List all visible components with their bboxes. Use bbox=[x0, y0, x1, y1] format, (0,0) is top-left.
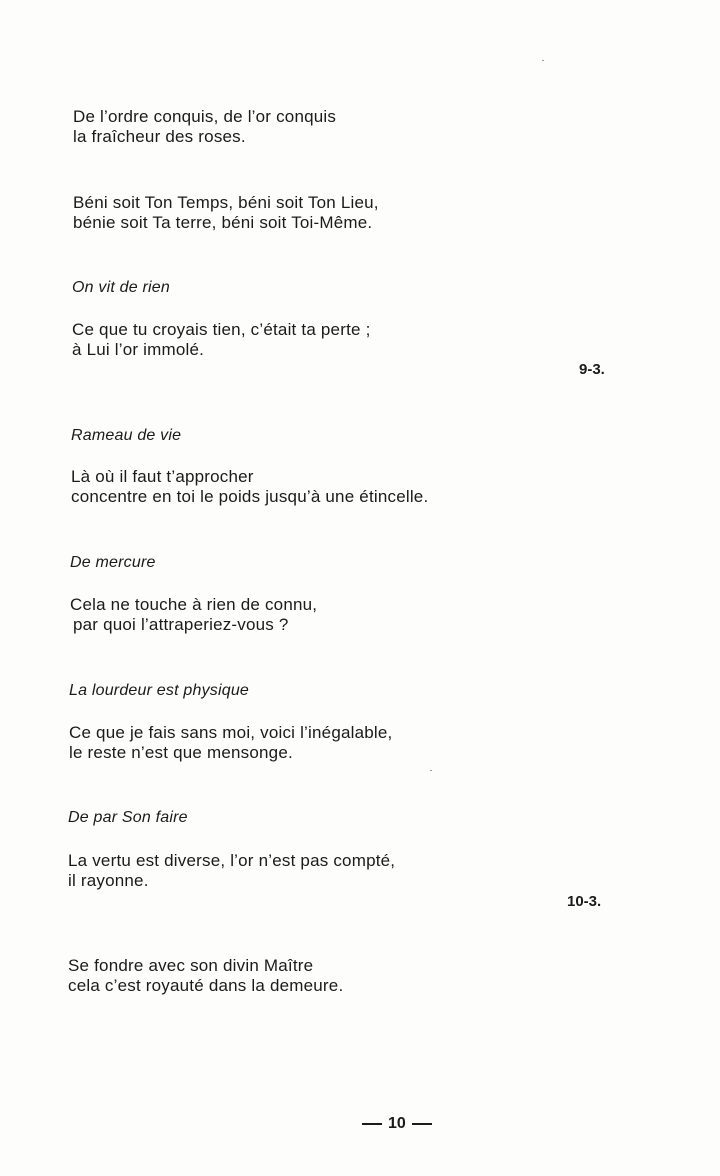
stanza-7-line-1: La vertu est diverse, l’or n’est pas compté, bbox=[68, 851, 396, 870]
stanza-7-line-2: il rayonne. bbox=[68, 871, 149, 890]
page-number-value: 10 bbox=[388, 1115, 406, 1132]
stanza-1-line-1: De l’ordre conquis, de l’or conquis bbox=[73, 107, 337, 126]
stanza-5-line-1: Cela ne touche à rien de connu, bbox=[70, 595, 318, 614]
stanza-3-title: On vit de rien bbox=[72, 279, 170, 296]
stanza-2-line-1: Béni soit Ton Temps, béni soit Ton Lieu, bbox=[73, 193, 379, 212]
stanza-1-line-2: la fraîcheur des roses. bbox=[73, 127, 246, 146]
stanza-6-title: La lourdeur est physique bbox=[69, 682, 250, 699]
stanza-8-line-1: Se fondre avec son divin Maître bbox=[68, 956, 314, 975]
stanza-7-date: 10-3. bbox=[567, 893, 602, 910]
stanza-4-line-1: Là où il faut t’approcher bbox=[71, 467, 254, 486]
dash-right bbox=[412, 1123, 432, 1125]
stanza-3-line-2: à Lui l’or immolé. bbox=[72, 340, 205, 359]
stanza-7-title: De par Son faire bbox=[68, 809, 188, 826]
stanza-5-line-2: par quoi l’attraperiez-vous ? bbox=[73, 615, 289, 634]
stanza-8-line-2: cela c’est royauté dans la demeure. bbox=[68, 976, 344, 995]
stanza-2-line-2: bénie soit Ta terre, béni soit Toi-Même. bbox=[73, 213, 373, 232]
stanza-4-line-2: concentre en toi le poids jusqu’à une étincelle. bbox=[71, 487, 429, 506]
stanza-3-date: 9-3. bbox=[579, 361, 605, 378]
stanza-6-line-2: le reste n’est que mensonge. bbox=[69, 743, 293, 762]
dash-left bbox=[362, 1123, 382, 1125]
stanza-4-title: Rameau de vie bbox=[71, 427, 182, 444]
paper-speck bbox=[542, 60, 544, 61]
paper-speck bbox=[430, 770, 432, 771]
stanza-5-title: De mercure bbox=[70, 554, 156, 571]
stanza-6-line-1: Ce que je fais sans moi, voici l’inégalable, bbox=[69, 723, 393, 742]
page-number bbox=[362, 1115, 452, 1133]
stanza-3-line-1: Ce que tu croyais tien, c’était ta perte ; bbox=[72, 320, 371, 339]
